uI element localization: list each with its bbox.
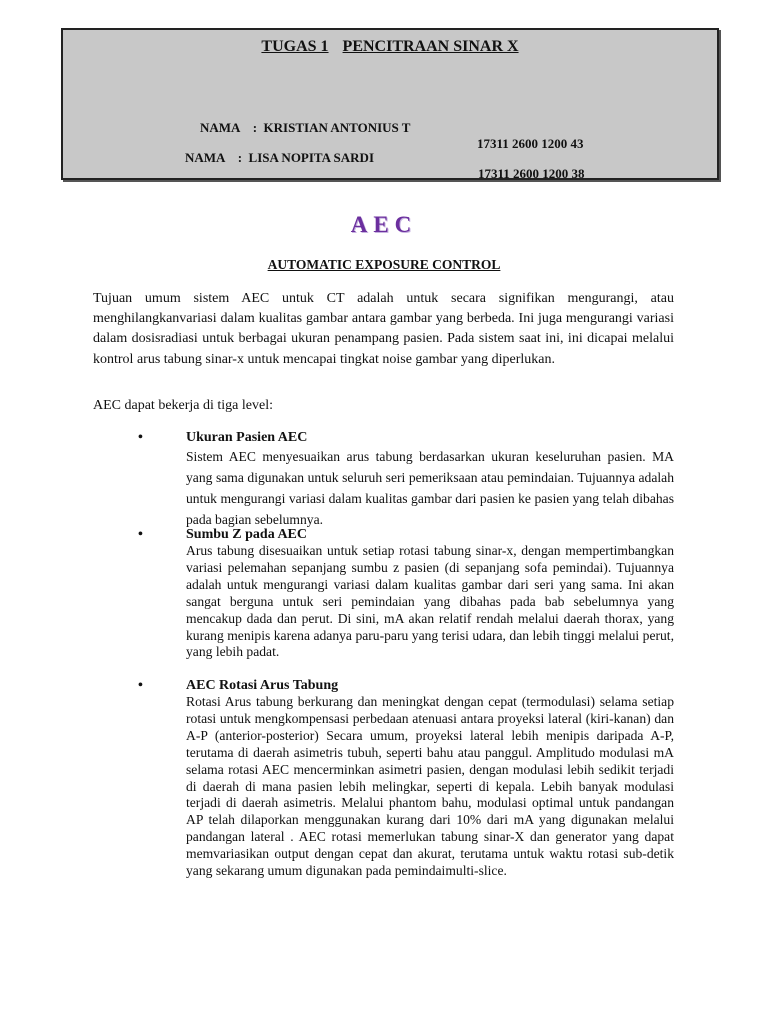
item-title: AEC Rotasi Arus Tabung (186, 678, 339, 693)
intro-paragraph: Tujuan umum sistem AEC untuk CT adalah untuk secara signifikan mengurangi, atau menghilangkanvariasi dalam kualitas gambar antara gambar yang berbeda. Ini juga mengurangi variasi dalam dosisradiasi untuk berbagai ukuran penampang pasien. Pada sistem saat ini, ini dicapai melalui kontrol arus tabung sinar-x untuk mencapai tingkat noise gambar yang diperlukan. (93, 291, 674, 367)
member-id: 17311 2600 1200 38 (478, 166, 585, 181)
section-heading: AEC (350, 212, 418, 237)
title-subject: PENCITRAAN SINAR X (342, 38, 519, 55)
levels-intro: AEC dapat bekerja di tiga level: (93, 398, 273, 413)
bullet: • (138, 527, 143, 542)
document-title (63, 38, 717, 56)
bullet: • (138, 430, 143, 445)
item-title: Sumbu Z pada AEC (186, 527, 308, 542)
section-subtitle: AUTOMATIC EXPOSURE CONTROL (267, 257, 501, 272)
member-name: NAMA : LISA NOPITA SARDI (185, 150, 375, 165)
header-box (61, 28, 719, 180)
bullet: • (138, 678, 143, 693)
member-id: 17311 2600 1200 43 (477, 136, 584, 151)
item-body: Arus tabung disesuaikan untuk setiap rotasi tabung sinar-x, dengan mempertimbangkan variasi pelemahan sepanjang sumbu z pasien (di sepanjang sofa pemindai). Tujuannya adalah untuk mengurangi variasi dalam kualitas gambar dari seri yang sama. Ini akan sangat berguna untuk seri pemindaian yang dibahas pada bab sebelumnya yang mencakup dada dan perut. Di sini, mA akan relatif rendah melalui daerah thorax, yang kurang menipis karena adanya paru-paru yang terisi udara, dan lebih tinggi melalui perut, yang lebih padat. (186, 543, 674, 660)
item-body: Sistem AEC menyesuaikan arus tabung berdasarkan ukuran keseluruhan pasien. MA yang sama digunakan untuk seluruh seri pemeriksaan atau pemindaian. Tujuannya adalah untuk mengurangi variasi dalam kualitas gambar dari pasien ke pasien yang telah dibahas pada bagian sebelumnya. (186, 449, 674, 527)
member-name: NAMA : KRISTIAN ANTONIUS T (200, 120, 411, 135)
item-body: Rotasi Arus tabung berkurang dan meningkat dengan cepat (termodulasi) selama setiap rotasi untuk mengkompensasi perbedaan atenuasi antara proyeksi lateral (kiri-kanan) dan A-P (anterior-posterior) Secara umum, proyeksi lateral lebih menipis daripada A-P, terutama di daerah asimetris tubuh, seperti bahu atau panggul. Amplitudo modulasi mA selama rotasi AEC mencerminkan asimetri pasien, dengan modulasi lebih sedikit terjadi di daerah di mana pasien lebih melingkar, seperti di kepala. Lebih banyak modulasi terjadi di daerah asimetris. Melalui phantom bahu, modulasi optimal untuk pandangan AP telah dilaporkan menggunakan kurang dari 10% dari mA yang digunakan melalui pandangan lateral . AEC rotasi memerlukan tabung sinar-X dan generator yang dapat memvariasikan output dengan cepat dan akurat, terutama untuk waktu rotasi sub-detik yang sekarang umum digunakan pada pemindaimulti-slice. (186, 694, 674, 879)
title-assignment: TUGAS 1 (261, 38, 329, 55)
item-title: Ukuran Pasien AEC (186, 430, 308, 445)
